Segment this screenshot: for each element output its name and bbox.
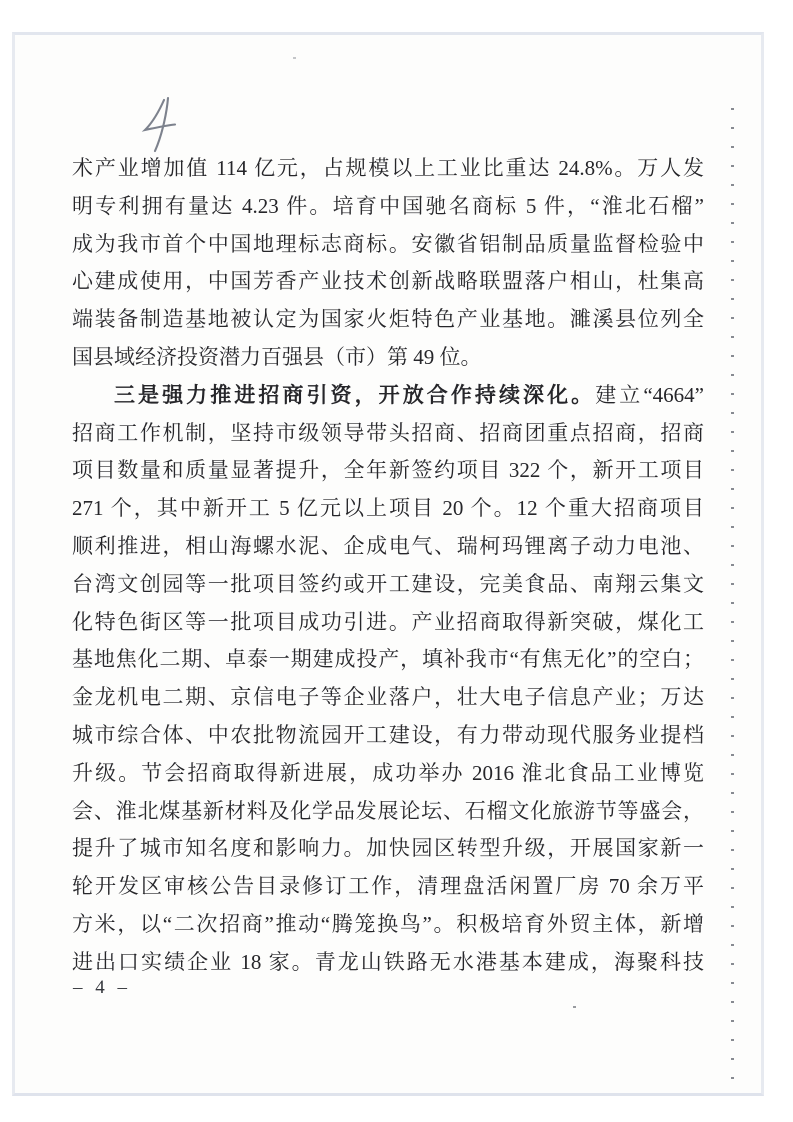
text-line: 方米，以“二次招商”推动“腾笼换鸟”。积极培育外贸主体，新增	[72, 911, 704, 936]
binding-dots	[731, 108, 734, 1090]
lead-rest-text: 建立“4664”	[595, 382, 704, 407]
text-line: 台湾文创园等一批项目签约或开工建设，完美食品、南翔云集文	[72, 571, 704, 596]
text-line: 升级。节会招商取得新进展，成功举办 2016 淮北食品工业博览	[72, 760, 704, 785]
text-line: 金龙机电二期、京信电子等企业落户，壮大电子信息产业；万达	[72, 685, 704, 710]
page-footer-number: – 4 –	[73, 977, 131, 998]
text-line: 轮开发区审核公告目录修订工作，清理盘活闲置厂房 70 余万平	[72, 874, 704, 899]
text-line: 成为我市首个中国地理标志商标。安徽省铝制品质量监督检验中	[72, 231, 704, 256]
text-line-paragraph-lead	[72, 377, 704, 415]
text-line: 项目数量和质量显著提升，全年新签约项目 322 个，新开工项目	[72, 458, 704, 483]
text-line: 心建成使用，中国芳香产业技术创新战略联盟落户相山，杜集高	[72, 269, 704, 294]
text-line: 国县域经济投资潜力百强县（市）第 49 位。	[72, 344, 482, 369]
text-line: 进出口实绩企业 18 家。青龙山铁路无水港基本建成，海聚科技	[72, 949, 704, 974]
paragraph-industry-achievements	[72, 150, 704, 377]
paragraph-investment-promotion	[72, 377, 704, 982]
text-line: 招商工作机制，坚持市级领导带头招商、招商团重点招商，招商	[72, 420, 704, 445]
text-line: 明专利拥有量达 4.23 件。培育中国驰名商标 5 件，“淮北石榴”	[72, 193, 704, 218]
scan-speck	[293, 57, 296, 59]
text-line: 顺利推进，相山海螺水泥、企成电气、瑞柯玛锂离子动力电池、	[72, 533, 704, 558]
text-line: 端装备制造基地被认定为国家火炬特色产业基地。濉溪县位列全	[72, 307, 704, 332]
text-line: 271 个，其中新开工 5 亿元以上项目 20 个。12 个重大招商项目	[72, 496, 704, 521]
text-line: 提升了城市知名度和影响力。加快园区转型升级，开展国家新一	[72, 836, 704, 861]
text-line: 化特色街区等一批项目成功引进。产业招商取得新突破，煤化工	[72, 609, 704, 634]
document-body-text	[72, 150, 704, 982]
text-line: 术产业增加值 114 亿元，占规模以上工业比重达 24.8%。万人发	[72, 156, 704, 180]
scan-speck	[573, 1006, 576, 1008]
text-line: 城市综合体、中农批物流园开工建设，有力带动现代服务业提档	[72, 722, 704, 747]
text-line: 基地焦化二期、卓泰一期建成投产，填补我市“有焦无化”的空白；	[72, 647, 704, 672]
handwritten-page-number	[139, 96, 181, 154]
text-line: 会、淮北煤基新材料及化学品发展论坛、石榴文化旅游节等盛会，	[72, 798, 704, 823]
bold-lead-heading: 三是强力推进招商引资，开放合作持续深化。	[114, 382, 596, 407]
